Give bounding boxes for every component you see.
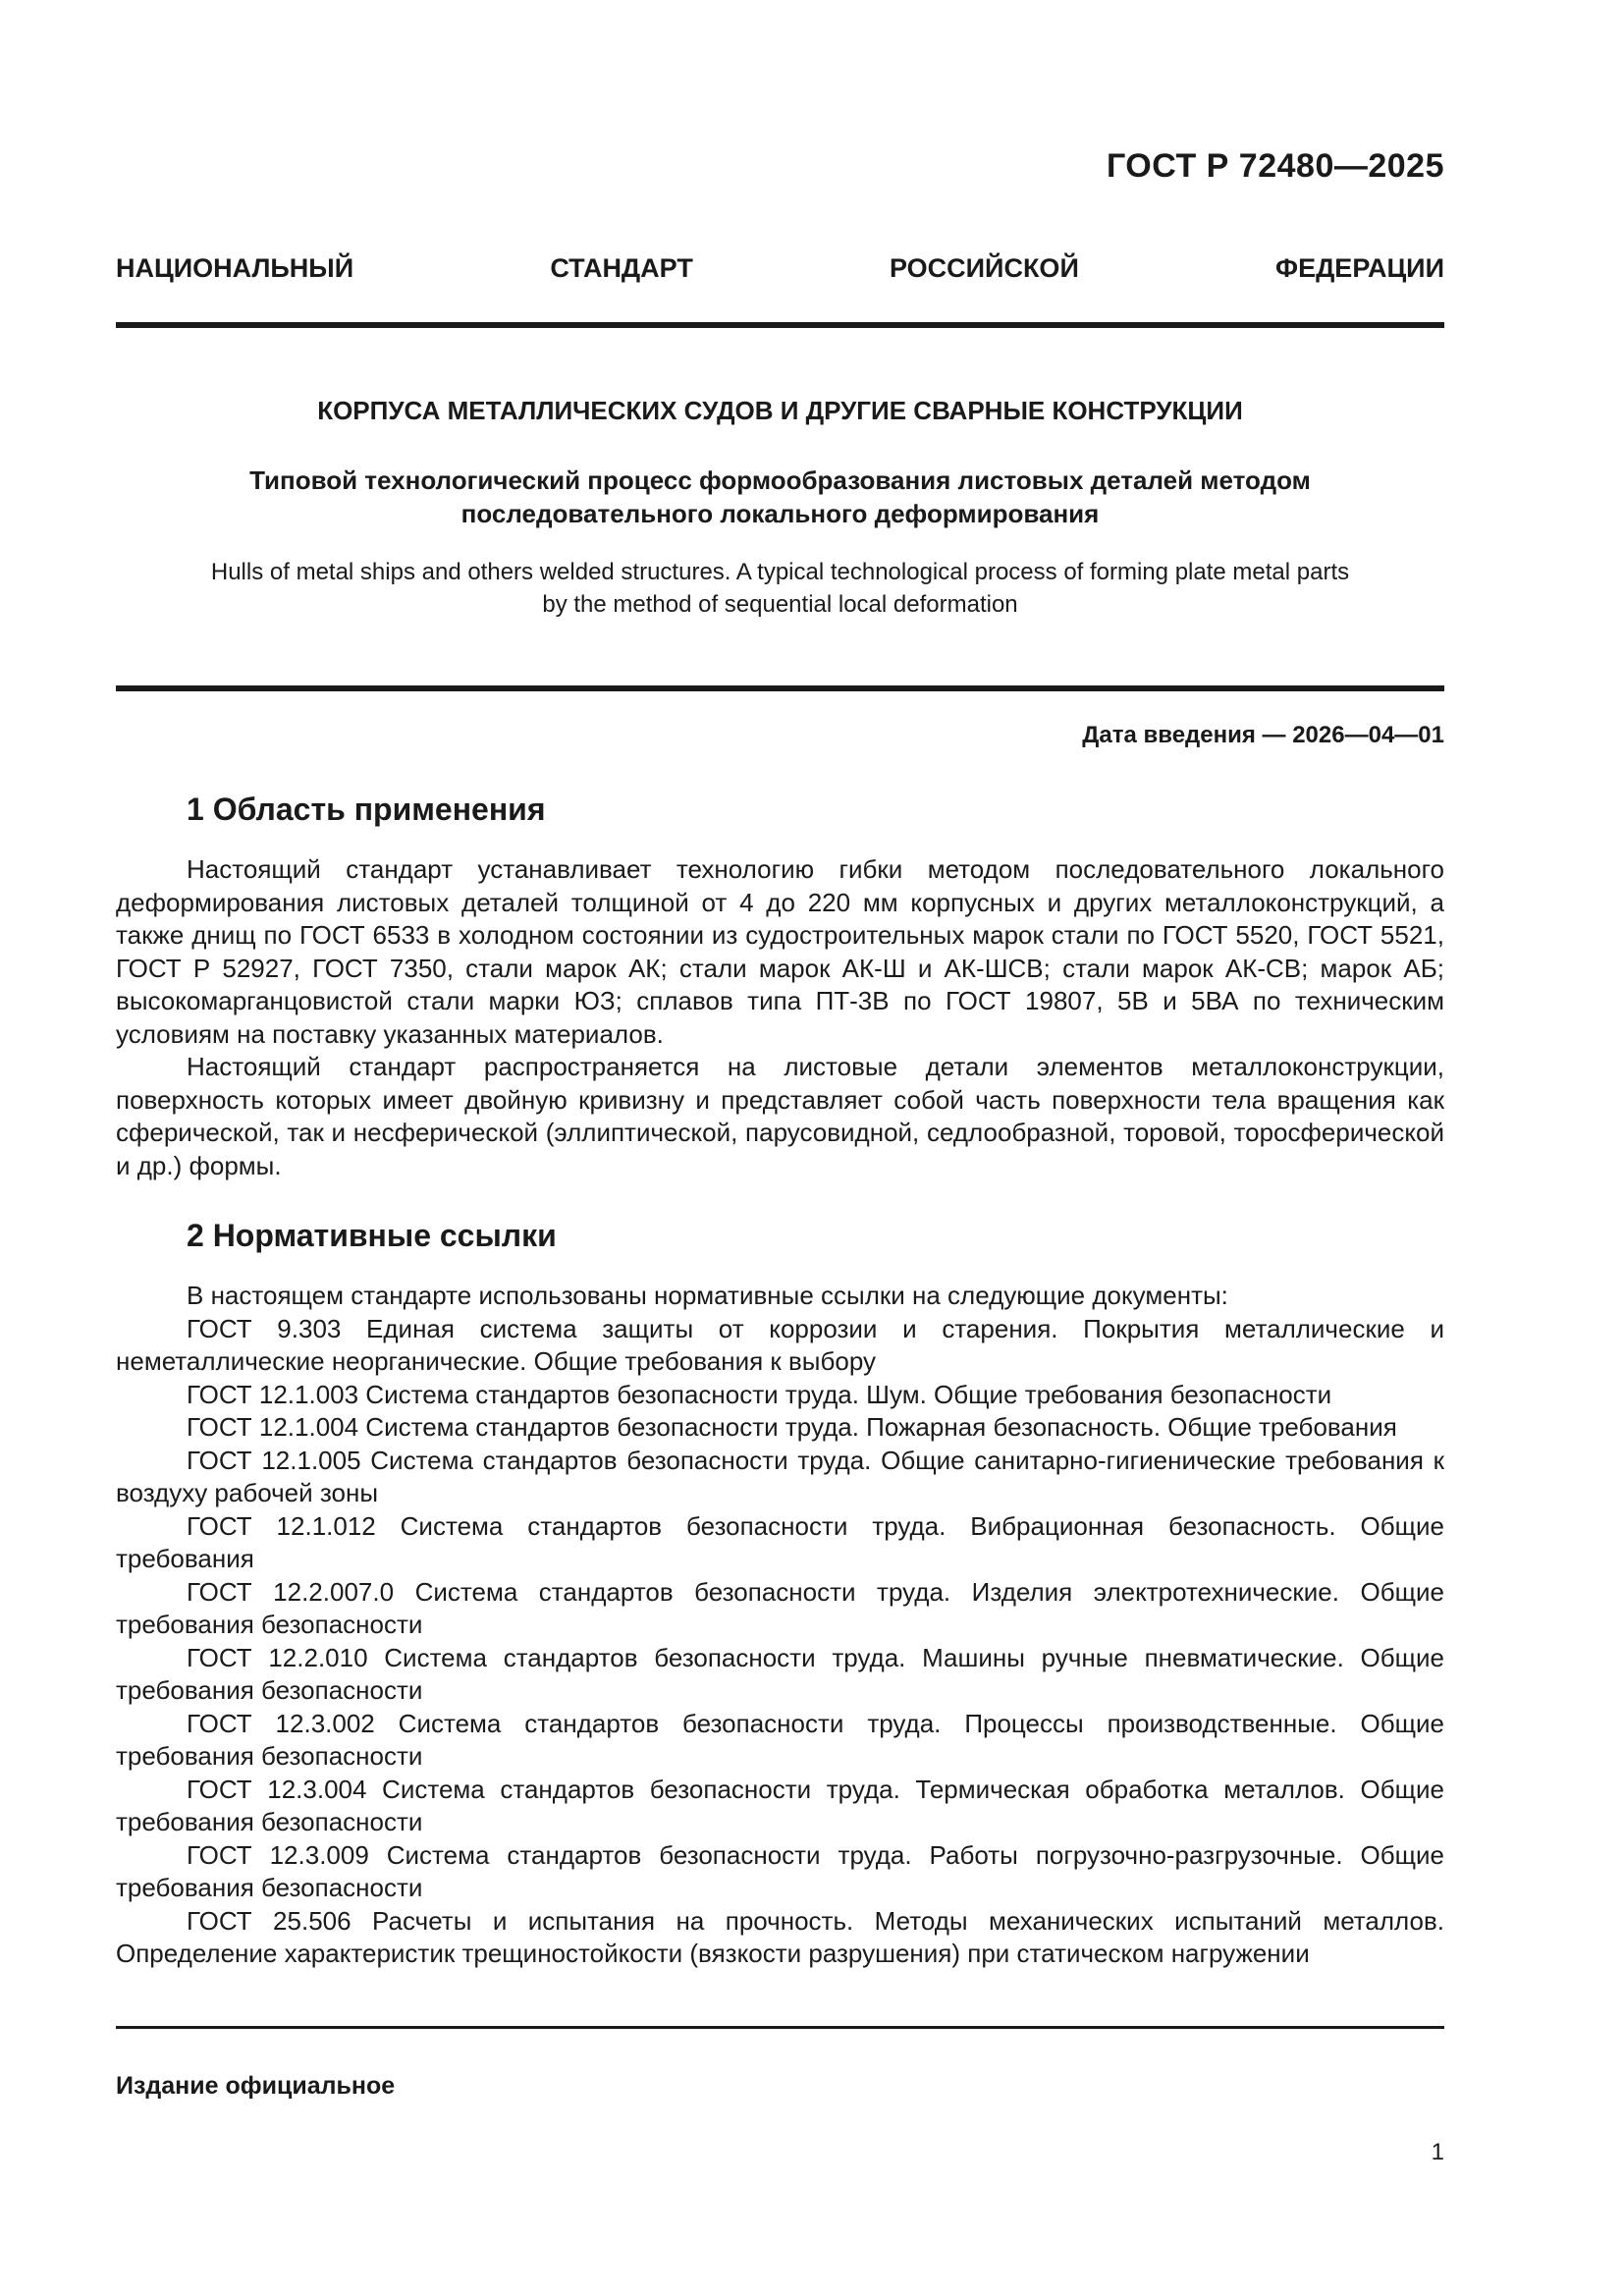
section-heading-references: 2 Нормативные ссылки xyxy=(187,1218,557,1253)
introduction-date: Дата введения — 2026—04—01 xyxy=(1082,722,1444,748)
document-subtitle xyxy=(116,464,1444,530)
reference-item: ГОСТ 12.1.004 Система стандартов безопасности труда. Пожарная безопасность. Общие требования xyxy=(187,1412,1397,1442)
document-title: КОРПУСА МЕТАЛЛИЧЕСКИХ СУДОВ И ДРУГИЕ СВАРНЫЕ КОНСТРУКЦИИ xyxy=(317,396,1243,425)
english-title xyxy=(116,556,1444,621)
subtitle-line: последовательного локального деформирования xyxy=(460,499,1100,528)
document-number: ГОСТ Р 72480—2025 xyxy=(1106,147,1444,185)
paragraph: В настоящем стандарте использованы нормативные ссылки на следующие документы: xyxy=(187,1281,1228,1310)
reference-item: ГОСТ 25.506 Расчеты и испытания на прочность. Методы механических испытаний металлов. Определение характеристик трещиностойкости (вязкости разрушения) при статическом нагружении xyxy=(116,1905,1444,1968)
section-references-body xyxy=(116,1280,1444,1971)
reference-item: ГОСТ 12.1.003 Система стандартов безопасности труда. Шум. Общие требования безопасности xyxy=(187,1379,1332,1409)
reference-item: ГОСТ 12.3.009 Система стандартов безопасности труда. Работы погрузочно-разгрузочные. Общие требования безопасности xyxy=(116,1839,1444,1902)
section-scope-body xyxy=(116,853,1444,1182)
reference-item: ГОСТ 12.2.007.0 Система стандартов безопасности труда. Изделия электротехнические. Общие требования безопасности xyxy=(116,1576,1444,1639)
reference-item: ГОСТ 9.303 Единая система защиты от коррозии и старения. Покрытия металлические и неметаллические неорганические. Общие требования к выбору xyxy=(116,1313,1444,1376)
english-title-line: Hulls of metal ships and others welded structures. A typical technological process of forming plate metal parts xyxy=(210,559,1350,585)
english-title-line: by the method of sequential local deformation xyxy=(542,591,1018,618)
reference-item: ГОСТ 12.3.002 Система стандартов безопасности труда. Процессы производственные. Общие требования безопасности xyxy=(116,1708,1444,1771)
reference-item: ГОСТ 12.2.010 Система стандартов безопасности труда. Машины ручные пневматические. Общие требования безопасности xyxy=(116,1642,1444,1705)
paragraph: Настоящий стандарт распространяется на листовые детали элементов металлоконструкции, поверхность которых имеет двойную кривизну и представляет собой часть поверхности тела вращения как сферической, так и несферической (эллиптической, парусовидной, седлообразной, торовой, торосферической и др.) формы. xyxy=(116,1052,1444,1180)
section-heading-scope: 1 Область применения xyxy=(187,792,546,827)
reference-item: ГОСТ 12.1.005 Система стандартов безопасности труда. Общие санитарно-гигиенические требования к воздуху рабочей зоны xyxy=(116,1445,1444,1507)
reference-item: ГОСТ 12.1.012 Система стандартов безопасности труда. Вибрационная безопасность. Общие требования xyxy=(116,1510,1444,1573)
subtitle-line: Типовой технологический процесс формообразования листовых деталей методом xyxy=(249,465,1311,495)
page-number: 1 xyxy=(1431,2139,1444,2165)
edition-label: Издание официальное xyxy=(116,2072,396,2100)
national-standard-banner: НАЦИОНАЛЬНЫЙ СТАНДАРТ РОССИЙСКОЙ ФЕДЕРАЦИИ xyxy=(116,253,1444,283)
paragraph: Настоящий стандарт устанавливает технологию гибки методом последовательного локального деформирования листовых деталей толщиной от 4 до 220 мм корпусных и других металлоконструкций, а также днищ по ГОСТ 6533 в холодном состоянии из судостроительных марок стали по ГОСТ 5520, ГОСТ 5521, ГОСТ Р 52927, ГОСТ 7350, стали марок АК; стали марок АК-Ш и АК-ШСВ; стали марок АК-СВ; марок АБ; высокомарганцовистой стали марки ЮЗ; сплавов типа ПТ-3В по ГОСТ 19807, 5В и 5ВА по техническим условиям на поставку указанных материалов. xyxy=(116,854,1444,1049)
title-rule xyxy=(116,685,1444,691)
reference-item: ГОСТ 12.3.004 Система стандартов безопасности труда. Термическая обработка металлов. Общие требования безопасности xyxy=(116,1774,1444,1836)
header-rule xyxy=(116,322,1444,328)
footer-rule xyxy=(116,2026,1444,2029)
